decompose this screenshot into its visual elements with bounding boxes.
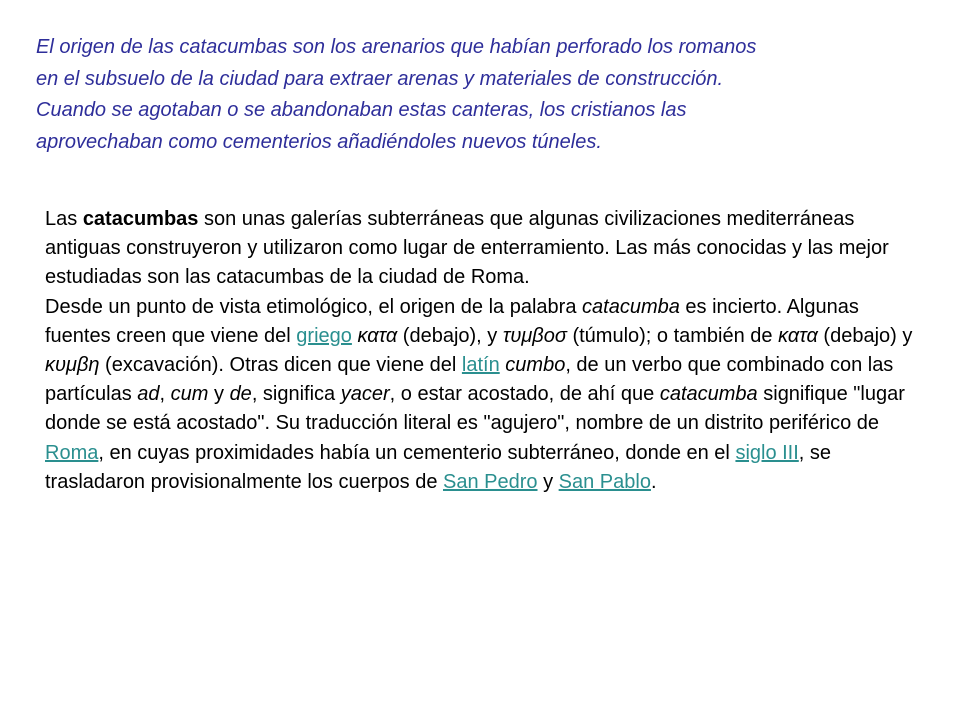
particle-cum: cum	[170, 383, 209, 406]
term-catacumba: catacumba	[582, 295, 680, 318]
text-segment: es incierto. Algunas fuentes creen que viene del	[45, 295, 859, 347]
intro-paragraph	[36, 32, 916, 158]
text-segment: , en cuyas proximidades había un cementerio subterráneo, donde en el	[98, 441, 736, 464]
term-catacumbas: catacumbas	[82, 208, 199, 230]
text-segment: (túmulo); o también de	[566, 324, 779, 347]
text-segment: , significa	[251, 383, 341, 406]
intro-line-3: Cuando se agotaban o se abandonaban estas canteras, los cristianos las	[36, 99, 687, 121]
term-catacumba: catacumba	[659, 383, 758, 406]
text-segment: son unas galerías subterráneas que algunas civilizaciones mediterráneas antiguas construyeron y utilizaron como lugar de enterramiento. Las más conocidas y las mejor estudiadas son las catacumbas de la ciudad de Roma.	[45, 208, 889, 289]
text-segment: , o estar acostado, de ahí que	[389, 383, 660, 406]
word-yacer: yacer	[340, 383, 390, 406]
text-segment: y	[208, 383, 230, 406]
intro-line-4: aprovechaban como cementerios añadiéndoles nuevos túneles.	[36, 130, 602, 153]
text-segment: Desde un punto de vista etimológico, el origen de la palabra	[45, 295, 583, 318]
latin-word-cumbo: cumbo	[505, 354, 566, 377]
intro-line-1: El origen de las catacumbas son los arenarios que habían perforado los romanos	[36, 36, 757, 58]
link-san-pedro[interactable]: San Pedro	[443, 470, 538, 493]
text-segment: , de un verbo que combinado con las partículas	[45, 354, 894, 406]
text-segment: .	[650, 470, 657, 493]
text-segment: ,	[159, 383, 171, 406]
link-san-pablo[interactable]: San Pablo	[558, 470, 651, 493]
text-segment: Las	[45, 208, 83, 230]
particle-ad: ad	[137, 383, 160, 406]
greek-word-kata: κατα	[778, 324, 818, 347]
link-roma[interactable]: Roma	[45, 441, 99, 464]
greek-word-tymbos: τυμβοσ	[502, 324, 567, 347]
link-griego[interactable]: griego	[296, 324, 352, 347]
link-latin[interactable]: latín	[461, 354, 500, 377]
greek-word-kata: κατα	[357, 324, 398, 347]
text-segment: (debajo), y	[397, 324, 503, 347]
main-paragraph	[45, 205, 915, 497]
text-segment: (excavación). Otras dicen que viene del	[99, 354, 462, 377]
greek-word-kymbe: κυμβη	[45, 354, 100, 377]
text-segment: (debajo) y	[817, 324, 913, 347]
intro-line-2: en el subsuelo de la ciudad para extraer arenas y materiales de construcción.	[36, 67, 724, 90]
link-siglo-iii[interactable]: siglo III	[735, 441, 799, 464]
text-segment: , se trasladaron provisionalmente los cuerpos de	[45, 441, 832, 493]
text-segment: signifique "lugar donde se está acostado". Su traducción literal es "agujero", nombre de un distrito periférico de	[45, 383, 905, 435]
particle-de: de	[229, 383, 252, 406]
text-segment: y	[537, 470, 559, 493]
